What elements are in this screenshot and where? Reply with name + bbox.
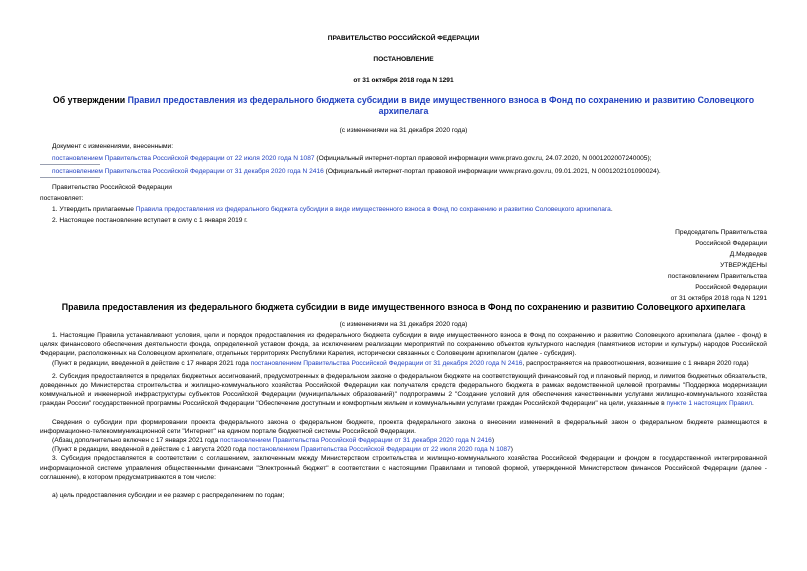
doc-title-link[interactable]: Правил предоставления из федерального бюджета субсидии в виде имущественного взноса в Фонд по сохранению и развитию Соловецкого архипелага bbox=[127, 95, 755, 116]
preamble-item-2: 2. Настоящее постановление вступает в силу с 1 января 2019 г. bbox=[52, 217, 248, 224]
approved-line: от 31 октября 2018 года N 1291 bbox=[670, 295, 767, 302]
doc-date-number: от 31 октября 2018 года N 1291 bbox=[353, 77, 454, 84]
signature-line: Российской Федерации bbox=[695, 240, 767, 247]
approved-line: постановлением Правительства bbox=[667, 273, 767, 280]
rules-body bbox=[40, 331, 767, 500]
divider bbox=[40, 164, 100, 165]
amendment-link[interactable]: постановлением Правительства Российской Федерации от 31 декабря 2020 года N 2416 bbox=[220, 437, 492, 445]
amendment-link[interactable]: постановлением Правительства Российской Федерации от 22 июля 2020 года N 1087 bbox=[52, 155, 315, 162]
doc-title-prefix: Об утверждении bbox=[52, 95, 128, 105]
signature-name: Д.Медведев bbox=[729, 251, 767, 258]
preamble-line: Правительство Российской Федерации bbox=[52, 184, 172, 191]
doc-changes-note: (с изменениями на 31 декабря 2020 года) bbox=[339, 127, 468, 134]
rules-paragraph: 3. Субсидия предоставляется в соответствии с соглашением, заключенным между Министерством строительства и жилищно-коммунального хозяйства Российской Федерации и фондом в государственной интегрированной информационной системе управления общественными финансами "Электронный бюджет" в соответствии с настоящими Правилами и типовой формой, утвержденной Министерством финансов Российской Федерации (далее - соглашение), в котором предусматриваются в том числе: bbox=[40, 455, 767, 481]
rules-link[interactable]: Правила предоставления из федерального бюджета субсидии в виде имущественного взноса в Фонд по сохранению и развитию Соловецкого архипелага bbox=[135, 206, 611, 213]
rules-note: (Пункт в редакции, введенной в действие с 17 января 2021 года постановлением Правительства Российской Федерации от 31 декабря 2020 года N 2416, распространяется на правоотношения, возникшие с 1 января 2020 года) bbox=[52, 359, 749, 367]
approved-line: Российской Федерации bbox=[695, 284, 767, 291]
doc-type: ПОСТАНОВЛЕНИЕ bbox=[373, 56, 434, 63]
preamble-line: постановляет: bbox=[40, 195, 84, 202]
preamble-item-1: 1. Утвердить прилагаемые Правила предоставления из федерального бюджета субсидии в виде имущественного взноса в Фонд по сохранению и развитию Соловецкого архипелага. bbox=[52, 206, 613, 213]
rules-paragraph: Сведения о субсидии при формировании проекта федерального закона о федеральном бюджете, проекта федерального закона о внесении изменений в федеральный закон о федеральном бюджете размещаются в информационно-телекоммуникационной сети "Интернет" на едином портале бюджетной системы Российской Федерации. bbox=[40, 418, 767, 435]
rules-paragraph: 2. Субсидия предоставляется в пределах бюджетных ассигнований, предусмотренных в федеральном законе о федеральном бюджете на соответствующий финансовый год и плановый период, и лимитов бюджетных обязательств, доведенных до Министерства строительства и жилищно-коммунального хозяйства Российской Федерации как получателя средств федерального бюджета в рамках ведомственной целевой программы "Поддержка модернизации коммунальной и инженерной инфраструктуры субъектов Российской Федерации (муниципальных образований)" подпрограммы 2 "Создание условий для обеспечения качественными услугами жилищно-коммунального хозяйства граждан России" государственной программы Российской Федерации "Обеспечение доступным и комфортным жильем и коммунальными услугами граждан Российской Федерации" на цели, указанные в пункте 1 настоящих Правил. bbox=[40, 372, 767, 408]
approved-label: УТВЕРЖДЕНЫ bbox=[720, 262, 767, 269]
amendment-link[interactable]: постановлением Правительства Российской Федерации от 22 июля 2020 года N 1087 bbox=[248, 446, 511, 454]
divider bbox=[40, 177, 100, 178]
rules-paragraph: 1. Настоящие Правила устанавливают условия, цели и порядок предоставления из федерального бюджета субсидии в виде имущественного взноса в Фонд по сохранению и развитию Соловецкого архипелага (далее - фонд) в целях финансового обеспечения деятельности фонда, определенной уставом фонда, за исключением реализации мероприятий по сохранению объектов культурного наследия (памятников истории и культуры) народов Российской Федерации, расположенных на Соловецком архипелаге, отдельных территориях Республики Карелия, исторически связанных с Соловецким архипелагом (далее - субсидия). bbox=[40, 332, 767, 358]
amendment-item bbox=[52, 154, 652, 163]
doc-title bbox=[40, 95, 767, 117]
amendment-rest: (Официальный интернет-портал правовой информации www.pravo.gov.ru, 09.01.2021, N 0001202101090024). bbox=[323, 168, 661, 175]
amendments-label: Документ с изменениями, внесенными: bbox=[52, 143, 174, 150]
signature-line: Председатель Правительства bbox=[675, 229, 767, 236]
amendment-link[interactable]: постановлением Правительства Российской Федерации от 31 декабря 2020 года N 2416 bbox=[52, 168, 324, 175]
amendment-item bbox=[52, 167, 661, 176]
amendment-rest: (Официальный интернет-портал правовой информации www.pravo.gov.ru, 24.07.2020, N 0001202007240005); bbox=[314, 155, 652, 162]
doc-org: ПРАВИТЕЛЬСТВО РОССИЙСКОЙ ФЕДЕРАЦИИ bbox=[327, 35, 480, 42]
rules-paragraph: а) цель предоставления субсидии и ее размер с распределением по годам; bbox=[52, 492, 285, 500]
amendment-link[interactable]: постановлением Правительства Российской Федерации от 31 декабря 2020 года N 2416 bbox=[250, 359, 523, 367]
rules-note: (Пункт в редакции, введенной в действие с 1 августа 2020 года постановлением Правительства Российской Федерации от 22 июля 2020 года N 1087) bbox=[52, 446, 513, 454]
rules-changes-note: (с изменениями на 31 декабря 2020 года) bbox=[339, 321, 468, 328]
rules-title: Правила предоставления из федерального бюджета субсидии в виде имущественного взноса в Фонд по сохранению и развитию Соловецкого архипелага bbox=[61, 302, 746, 312]
internal-link[interactable]: пункте 1 настоящих Правил bbox=[666, 400, 753, 408]
rules-note: (Абзац дополнительно включен с 17 января 2021 года постановлением Правительства Российской Федерации от 31 декабря 2020 года N 2416) bbox=[52, 437, 495, 445]
